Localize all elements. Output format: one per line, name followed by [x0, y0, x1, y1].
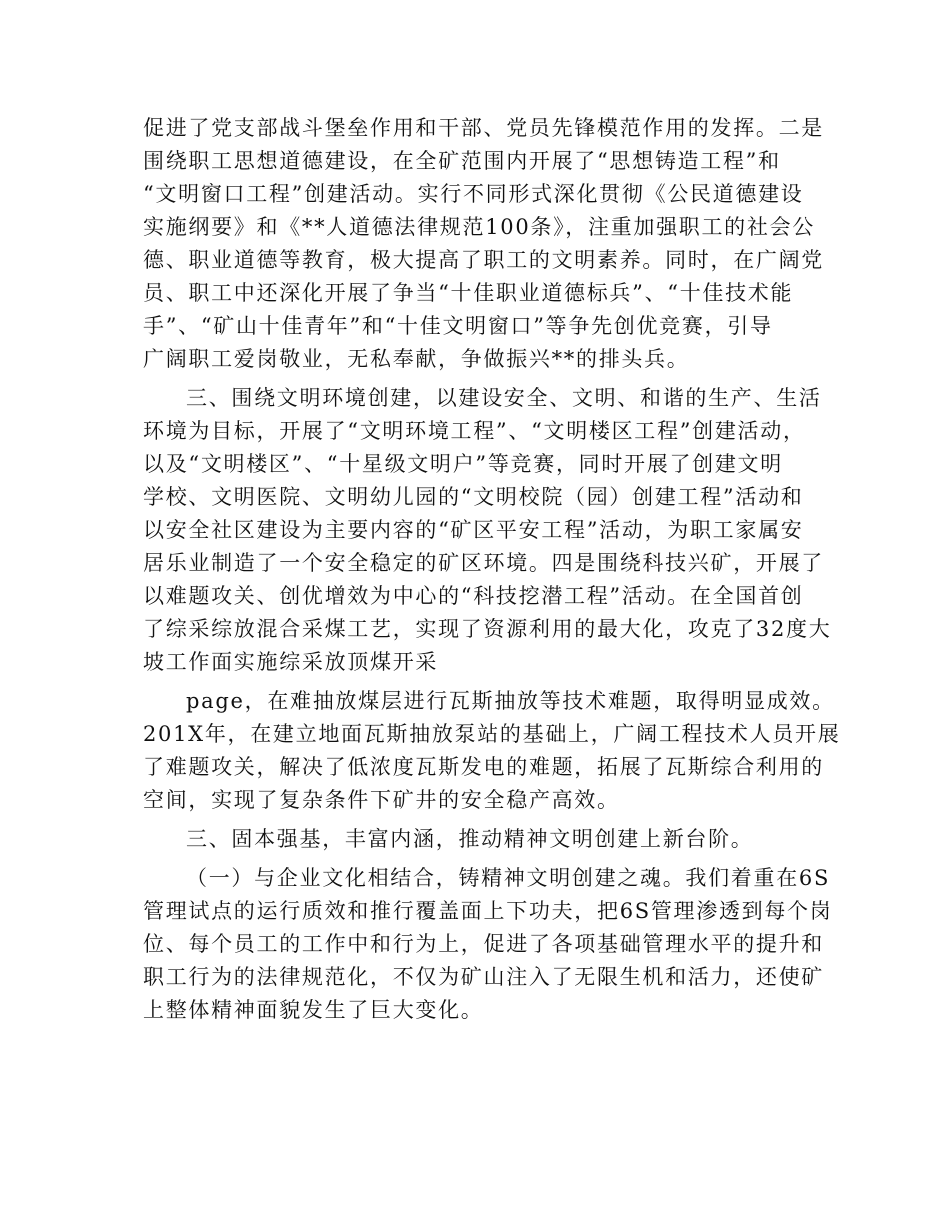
paragraph-3-first-line: 三、围绕文明环境创建，以建设安全、文明、和谐的生产、生活	[186, 386, 822, 410]
subsection-first-line: （一）与企业文化相结合，铸精神文明创建之魂。我们着重在6S	[186, 866, 831, 890]
page-continuation-line: page，在难抽放煤层进行瓦斯抽放等技术难题，取得明显成效。	[186, 689, 835, 713]
text-line-8: 广阔职工爱岗敬业，无私奉献，争做振兴**的排头兵。	[143, 347, 690, 371]
text-line-17: 坡工作面实施综采放顶煤开采	[143, 650, 439, 674]
text-line-1: 促进了党支部战斗堡垒作用和干部、党员先锋模范作用的发挥。二是	[143, 116, 824, 140]
text-line-4: 实施纲要》和《**人道德法律规范100条》，注重加强职工的社会公	[143, 215, 815, 239]
text-line-2: 围绕职工思想道德建设，在全矿范围内开展了“思想铸造工程”和	[143, 149, 781, 173]
text-line-21: 空间，实现了复杂条件下矿井的安全稳产高效。	[143, 788, 620, 812]
section-heading: 三、固本强基，丰富内涵，推动精神文明创建上新台阶。	[186, 827, 754, 851]
text-line-27: 上整体精神面貌发生了巨大变化。	[143, 998, 484, 1022]
text-line-12: 学校、文明医院、文明幼儿园的“文明校院（园）创建工程”活动和	[143, 485, 804, 509]
text-line-24: 管理试点的运行质效和推行覆盖面上下功夫，把6S管理渗透到每个岗	[143, 899, 833, 923]
text-line-26: 职工行为的法律规范化，不仅为矿山注入了无限生机和活力，还使矿	[143, 965, 824, 989]
text-line-6: 员、职工中还深化开展了争当“十佳职业道德标兵”、“十佳技术能	[143, 281, 794, 305]
text-line-7: 手”、“矿山十佳青年”和“十佳文明窗口”等争先创优竞赛，引导	[143, 314, 773, 338]
text-line-13: 以安全社区建设为主要内容的“矿区平安工程”活动，为职工家属安	[143, 518, 804, 542]
text-line-5: 德、职业道德等教育，极大提高了职工的文明素养。同时，在广阔党	[143, 248, 824, 272]
text-line-10: 环境为目标，开展了“文明环境工程”、“文明楼区工程”创建活动，	[143, 419, 806, 443]
text-line-15: 以难题攻关、创优增效为中心的“科技挖潜工程”活动。在全国首创	[143, 584, 804, 608]
text-line-16: 了综采综放混合采煤工艺，实现了资源利用的最大化，攻克了32度大	[143, 617, 832, 641]
text-line-11: 以及“文明楼区”、“十星级文明户”等竞赛，同时开展了创建文明	[143, 452, 783, 476]
text-line-14: 居乐业制造了一个安全稳定的矿区环境。四是围绕科技兴矿，开展了	[143, 551, 824, 575]
text-line-25: 位、每个员工的工作中和行为上，促进了各项基础管理水平的提升和	[143, 932, 824, 956]
text-line-3: “文明窗口工程”创建活动。实行不同形式深化贯彻《公民道德建设	[143, 182, 804, 206]
text-line-20: 了难题攻关，解决了低浓度瓦斯发电的难题，拓展了瓦斯综合利用的	[143, 755, 824, 779]
text-line-19: 201X年，在建立地面瓦斯抽放泵站的基础上，广阔工程技术人员开展	[143, 722, 841, 746]
